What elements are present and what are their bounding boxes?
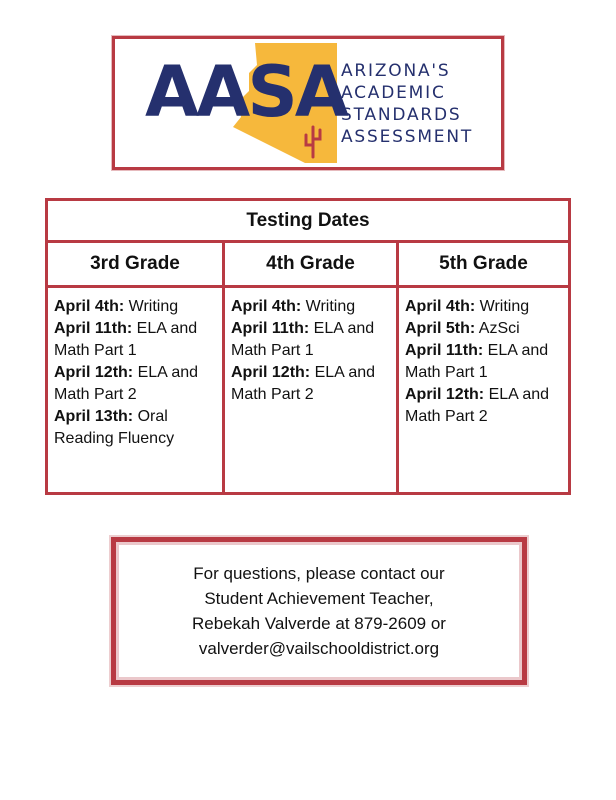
contact-line-1: For questions, please contact our: [193, 564, 445, 583]
date-entry: [405, 296, 562, 318]
date-entry: [54, 318, 216, 362]
column-heading: 5th Grade: [399, 243, 568, 288]
contact-email-link[interactable]: valverder@vailschooldistrict.org: [198, 639, 440, 658]
date-entry: [405, 340, 562, 384]
entry-date: April 4th:: [405, 298, 476, 315]
column-4th-grade: [222, 243, 396, 492]
entry-date: April 12th:: [405, 386, 485, 403]
entry-date: April 4th:: [54, 298, 125, 315]
entry-date: April 13th:: [54, 408, 134, 425]
column-3rd-grade: [48, 243, 222, 492]
entry-text: Writing: [301, 298, 356, 315]
date-entry: [231, 318, 390, 362]
entry-date: April 12th:: [231, 364, 311, 381]
contact-text: [192, 561, 446, 661]
contact-line-3: Rebekah Valverde at 879-2609 or: [192, 614, 446, 633]
column-body: [48, 288, 222, 450]
entry-text: ELA and Math Part 2: [54, 364, 199, 403]
logo-acronym: AASA: [145, 51, 346, 133]
entry-date: April 4th:: [231, 298, 302, 315]
date-entry: [54, 296, 216, 318]
entry-text: Writing: [475, 298, 530, 315]
aasa-logo: [112, 36, 504, 170]
entry-date: April 11th:: [54, 320, 133, 337]
contact-box: [111, 537, 527, 685]
entry-text: ELA and Math Part 2: [231, 364, 376, 403]
entry-text: ELA and Math Part 2: [405, 386, 550, 425]
logo-subtitle-line-3: STANDARDS: [341, 105, 462, 125]
column-body: [225, 288, 396, 406]
contact-line-2: Student Achievement Teacher,: [204, 589, 434, 608]
entry-date: April 11th:: [405, 342, 484, 359]
logo-subtitle-line-1: ARIZONA'S: [341, 61, 451, 81]
logo-subtitle-line-4: ASSESSMENT: [341, 127, 474, 147]
date-entry: [405, 318, 562, 340]
entry-text: ELA and Math Part 1: [405, 342, 549, 381]
table-title: Testing Dates: [48, 201, 568, 243]
date-entry: [231, 362, 390, 406]
entry-text: ELA and Math Part 1: [231, 320, 375, 359]
entry-date: April 5th:: [405, 320, 476, 337]
entry-date: April 11th:: [231, 320, 310, 337]
entry-text: AzSci: [475, 320, 520, 337]
date-entry: [54, 362, 216, 406]
column-body: [399, 288, 568, 428]
column-heading: 4th Grade: [225, 243, 396, 288]
date-entry: [54, 406, 216, 450]
column-heading: 3rd Grade: [48, 243, 222, 288]
logo-subtitle-line-2: ACADEMIC: [341, 83, 446, 103]
entry-date: April 12th:: [54, 364, 134, 381]
date-entry: [405, 384, 562, 428]
testing-dates-table: [45, 198, 571, 495]
entry-text: Oral Reading Fluency: [54, 408, 175, 447]
column-5th-grade: [396, 243, 568, 492]
date-entry: [231, 296, 390, 318]
entry-text: ELA and Math Part 1: [54, 320, 198, 359]
entry-text: Writing: [124, 298, 179, 315]
